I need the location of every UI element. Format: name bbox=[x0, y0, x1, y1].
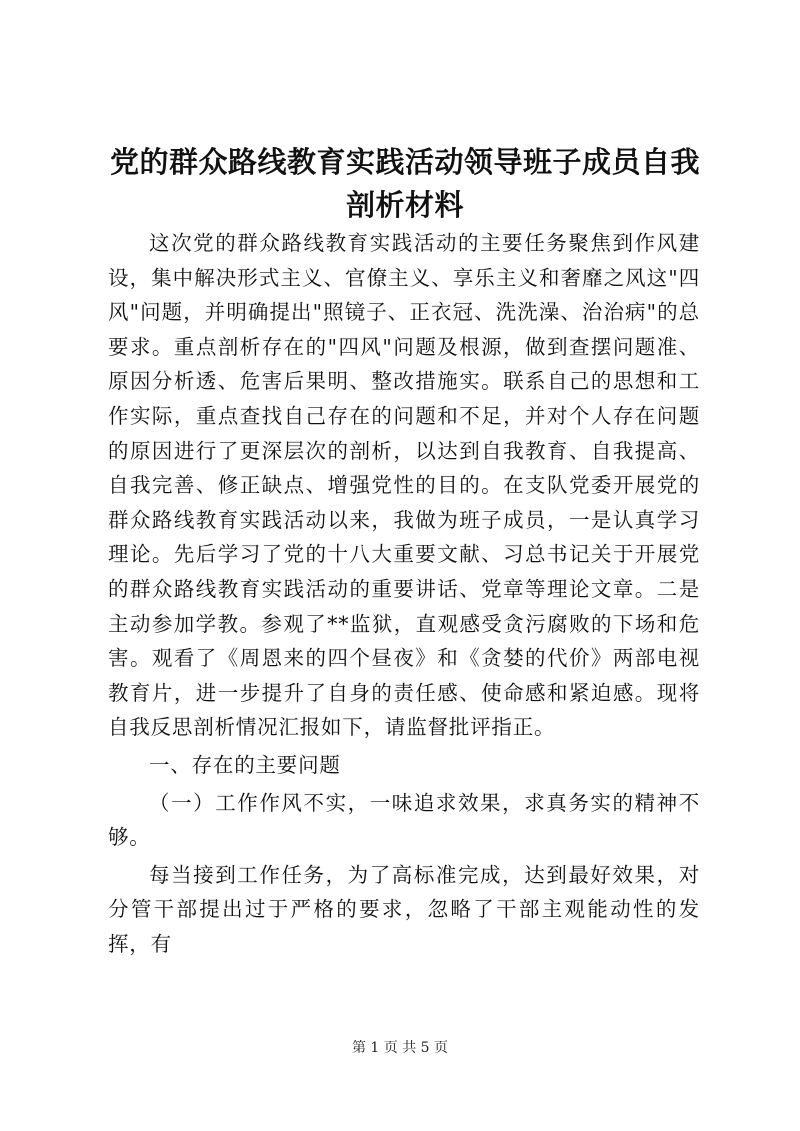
paragraph-intro: 这次党的群众路线教育实践活动的主要任务聚焦到作风建设，集中解决形式主义、官僚主义、享乐主义和奢靡之风这"四风"问题，并明确提出"照镜子、正衣冠、洗洗澡、治治病"的总要求。重点剖析存在的"四风"问题及根源，做到查摆问题准、原因分析透、危害后果明、整改措施实。联系自己的思想和工作实际，重点查找自己存在的问题和不足，并对个人存在问题的原因进行了更深层次的剖析，以达到自我教育、自我提高、自我完善、修正缺点、增强党性的目的。在支队党委开展党的群众路线教育实践活动以来，我做为班子成员，一是认真学习理论。先后学习了党的十八大重要文献、习总书记关于开展党的群众路线教育实践活动的重要讲话、党章等理论文章。二是主动参加学教。参观了**监狱，直观感受贪污腐败的下场和危害。观看了《周恩来的四个昼夜》和《贪婪的代价》两部电视教育片，进一步提升了自身的责任感、使命感和紧迫感。现将自我反思剖析情况汇报如下，请监督批评指正。 bbox=[108, 231, 700, 740]
document-body bbox=[108, 226, 700, 961]
paragraph-body: 每当接到工作任务，为了高标准完成，达到最好效果，对分管干部提出过于严格的要求，忽略了干部主观能动性的发挥，有 bbox=[108, 862, 700, 956]
page-number-footer: 第 1 页 共 5 页 bbox=[351, 1040, 449, 1056]
section-heading: 一、存在的主要问题 bbox=[149, 752, 341, 777]
document-title: 党的群众路线教育实践活动领导班子成员自我剖析材料 bbox=[109, 145, 700, 222]
subsection-heading: （一）工作作风不实，一味追求效果，求真务实的精神不够。 bbox=[108, 790, 700, 850]
